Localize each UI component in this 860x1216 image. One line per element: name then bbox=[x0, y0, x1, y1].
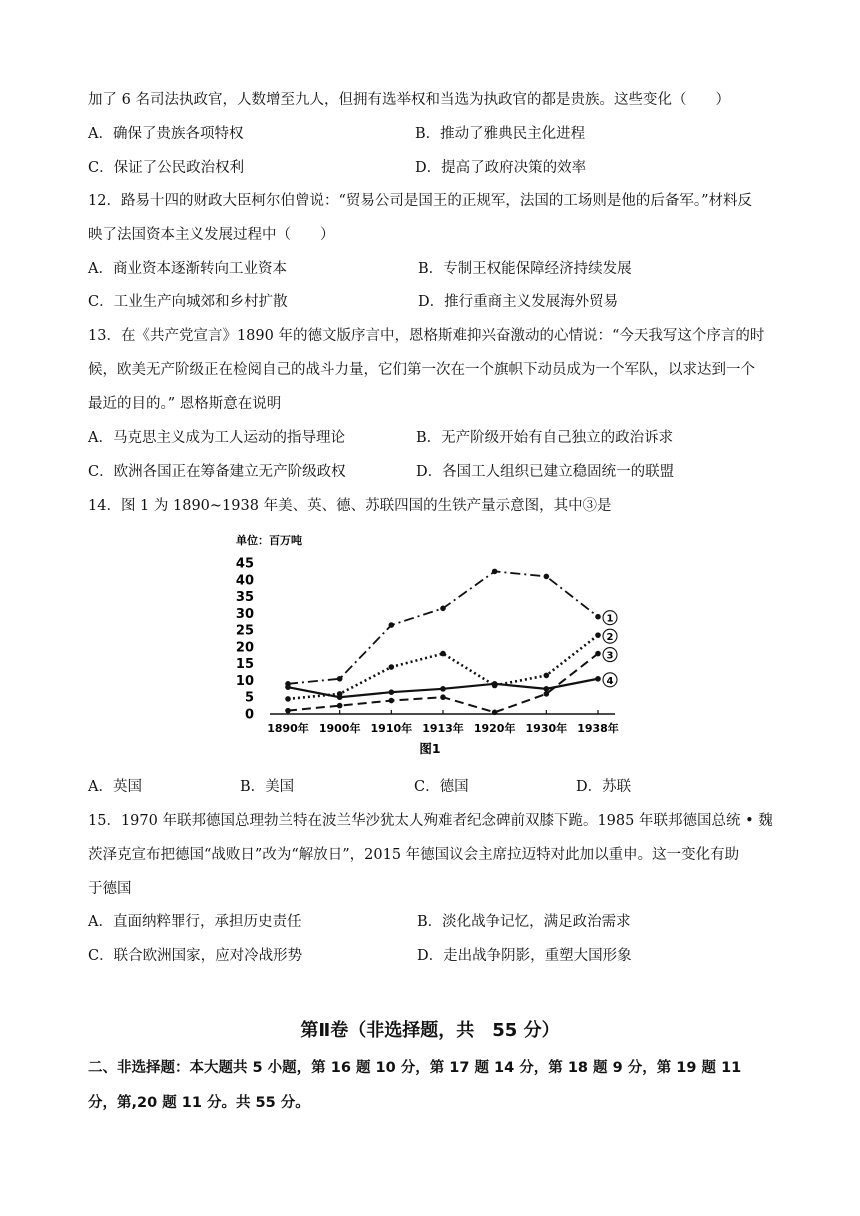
series-4-point bbox=[595, 676, 601, 682]
series-1-point bbox=[595, 614, 601, 620]
x-tick-label: 1913年 bbox=[422, 722, 464, 735]
series-4-point bbox=[337, 694, 343, 700]
q11-option-a: A．确保了贵族各项特权 bbox=[88, 126, 244, 142]
q12-stem-line-2: 映了法国资本主义发展过程中（ ） bbox=[88, 227, 335, 243]
q13-option-b: B．无产阶级开始有自己独立的政治诉求 bbox=[416, 430, 674, 446]
series-3-point bbox=[544, 691, 550, 697]
series-4-label: 4 bbox=[606, 675, 614, 687]
q15-option-c: C．联合欧洲国家，应对冷战形势 bbox=[88, 948, 303, 964]
q15-stem-line-1: 15．1970 年联邦德国总理勃兰特在波兰华沙犹太人殉难者纪念碑前双膝下跪。1985 年联邦德国总统 • 魏 bbox=[88, 813, 773, 829]
series-3-point bbox=[389, 698, 395, 704]
y-tick-label: 25 bbox=[235, 623, 254, 639]
q15-stem-line-2: 茨泽克宣布把德国“战败日”改为“解放日”，2015 年德国议会主席拉迈特对此加以重申。这一变化有助 bbox=[88, 847, 740, 863]
q13-stem-line-3: 最近的目的。” 恩格斯意在说明 bbox=[88, 396, 282, 412]
part2-instructions-line-1: 二、非选择题：本大题共 5 小题，第 16 题 10 分，第 17 题 14 分，第 18 题 9 分，第 19 题 11 bbox=[88, 1060, 742, 1076]
series-1-point bbox=[492, 569, 498, 575]
series-1-point bbox=[544, 574, 550, 580]
x-tick-label: 1890年 bbox=[267, 722, 309, 735]
series-4-point bbox=[285, 684, 291, 690]
series-4-point bbox=[440, 686, 446, 692]
q12-option-d: D．推行重商主义发展海外贸易 bbox=[418, 294, 619, 310]
y-tick-label: 15 bbox=[235, 657, 254, 673]
q12-option-c: C．工业生产向城郊和乡村扩散 bbox=[88, 294, 288, 310]
chart-figure-caption: 图1 bbox=[419, 741, 441, 756]
series-2-point bbox=[595, 632, 601, 638]
x-tick-label: 1910年 bbox=[370, 722, 413, 735]
series-3-point bbox=[440, 694, 446, 700]
q15-option-a: A．直面纳粹罪行，承担历史责任 bbox=[88, 914, 302, 930]
series-2-point bbox=[285, 696, 291, 702]
q13-stem-line-2: 候，欧美无产阶级正在检阅自己的战斗力量，它们第一次在一个旗帜下动员成为一个军队，以求达到一个 bbox=[88, 362, 755, 378]
chart-unit-label: 单位：百万吨 bbox=[236, 534, 302, 547]
series-line-1 bbox=[288, 571, 598, 683]
q13-option-a: A．马克思主义成为工人运动的指导理论 bbox=[88, 430, 345, 446]
q14-option-c: C．德国 bbox=[414, 779, 469, 795]
y-tick-label: 5 bbox=[244, 690, 254, 706]
q13-option-d: D．各国工人组织已建立稳固统一的联盟 bbox=[416, 464, 675, 480]
q11-option-b: B．推动了雅典民主化进程 bbox=[415, 126, 586, 142]
q15-option-d: D．走出战争阴影，重塑大国形象 bbox=[417, 948, 632, 964]
series-4-point bbox=[492, 681, 498, 687]
q11-option-d: D．提高了政府决策的效率 bbox=[415, 160, 587, 176]
series-2-point bbox=[440, 651, 446, 657]
series-2-point bbox=[544, 673, 550, 679]
part2-instructions-line-2: 分，第,20 题 11 分。共 55 分。 bbox=[88, 1095, 310, 1111]
series-1-label: 1 bbox=[606, 613, 614, 625]
q14-option-b: B．美国 bbox=[240, 779, 295, 795]
q15-option-b: B．淡化战争记忆，满足政治需求 bbox=[417, 914, 631, 930]
series-3-point bbox=[337, 703, 343, 709]
q14-stem: 14．图 1 为 1890~1938 年美、英、德、苏联四国的生铁产量示意图，其中③是 bbox=[88, 498, 612, 514]
q11-stem-tail: 加了 6 名司法执政官，人数增至九人，但拥有选举权和当选为执政官的都是贵族。这些变化（ ） bbox=[88, 92, 730, 108]
series-1-point bbox=[337, 676, 343, 682]
y-tick-label: 45 bbox=[235, 556, 254, 572]
q14-option-d: D．苏联 bbox=[576, 779, 632, 795]
series-4-point bbox=[544, 686, 550, 692]
series-3-label: 3 bbox=[606, 650, 614, 662]
y-tick-label: 10 bbox=[235, 673, 254, 689]
x-tick-label: 1938年 bbox=[577, 722, 619, 735]
x-tick-label: 1930年 bbox=[525, 722, 568, 735]
y-tick-label: 35 bbox=[235, 590, 254, 606]
series-3-point bbox=[285, 708, 291, 714]
q12-option-a: A．商业资本逐渐转向工业资本 bbox=[88, 261, 287, 277]
q13-option-c: C．欧洲各国正在筹备建立无产阶级政权 bbox=[88, 464, 346, 480]
q15-stem-line-3: 于德国 bbox=[88, 881, 132, 897]
q14-option-a: A．英国 bbox=[88, 779, 142, 795]
series-1-point bbox=[389, 622, 395, 628]
x-tick-label: 1920年 bbox=[473, 722, 516, 735]
y-tick-label: 0 bbox=[244, 707, 254, 723]
q12-stem-line-1: 12．路易十四的财政大臣柯尔伯曾说：“贸易公司是国王的正规军，法国的工场则是他的后备军。”材料反 bbox=[88, 193, 753, 209]
series-2-point bbox=[389, 664, 395, 670]
series-line-3 bbox=[288, 654, 598, 713]
section-title: 第Ⅱ卷（非选择题，共 55 分） bbox=[300, 1020, 560, 1041]
pig-iron-output-chart bbox=[230, 530, 630, 762]
series-3-point bbox=[492, 710, 498, 716]
series-2-label: 2 bbox=[606, 632, 614, 644]
series-1-point bbox=[440, 606, 446, 612]
x-tick-label: 1900年 bbox=[318, 722, 361, 735]
q11-option-c: C．保证了公民政治权利 bbox=[88, 160, 245, 176]
q12-option-b: B．专制王权能保障经济持续发展 bbox=[418, 261, 632, 277]
y-tick-label: 30 bbox=[235, 606, 254, 622]
series-3-point bbox=[595, 651, 601, 657]
q13-stem-line-1: 13．在《共产党宣言》1890 年的德文版序言中，恩格斯难抑兴奋激动的心情说：“今天我写这个序言的时 bbox=[88, 328, 765, 344]
series-4-point bbox=[389, 689, 395, 695]
y-tick-label: 20 bbox=[235, 640, 254, 656]
y-tick-label: 40 bbox=[235, 573, 254, 589]
